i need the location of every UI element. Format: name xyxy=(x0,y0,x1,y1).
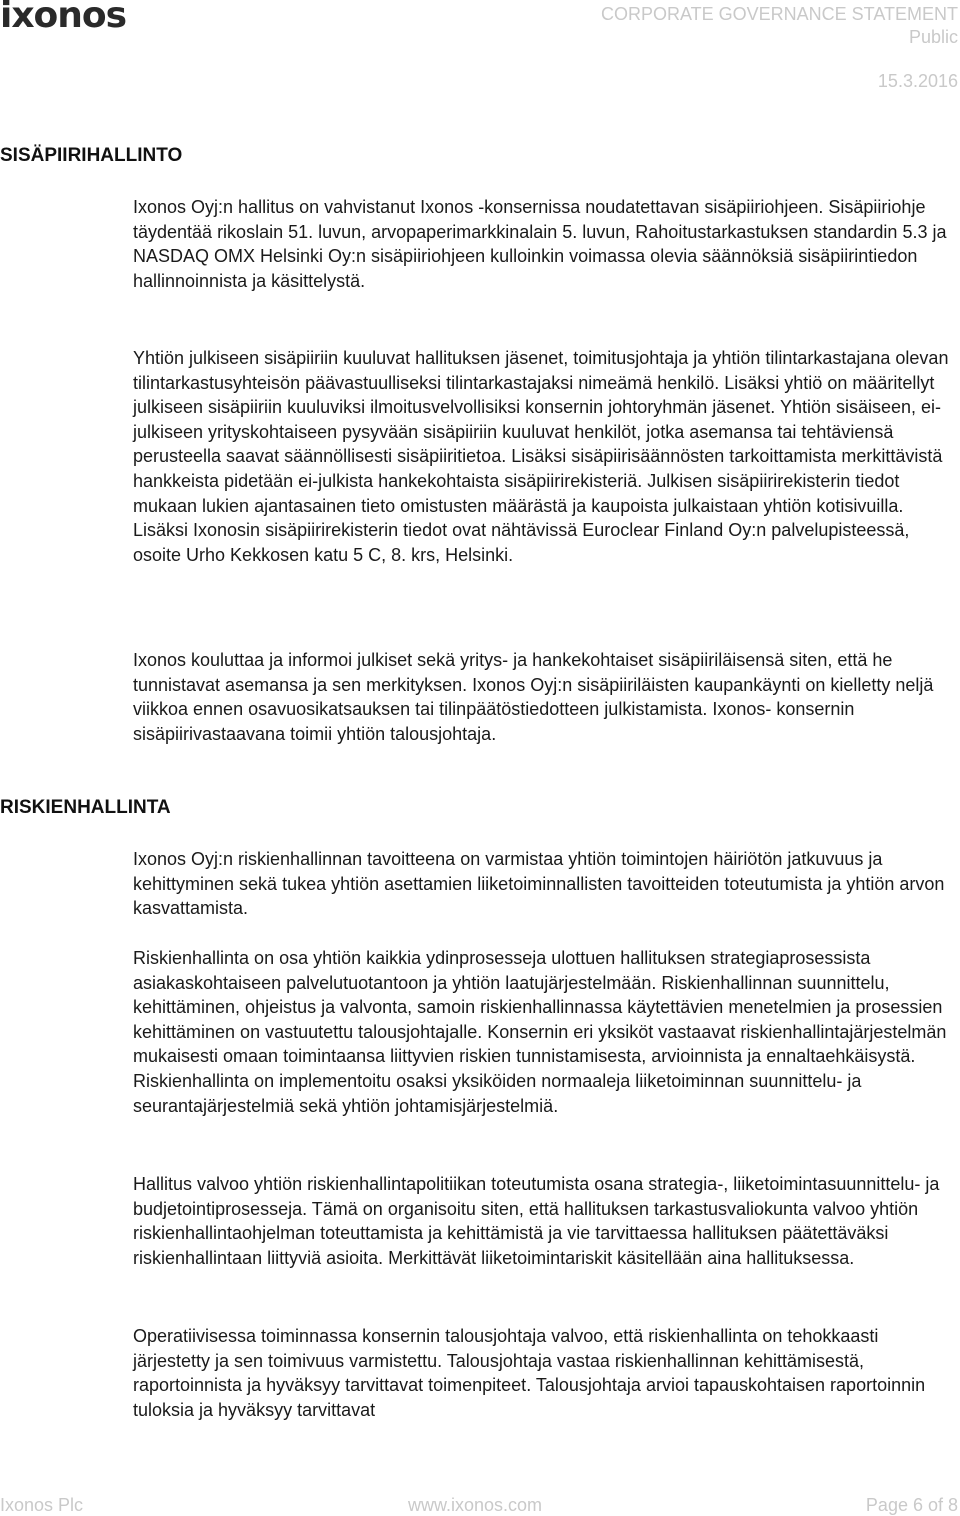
paragraph-risk-processes: Riskienhallinta on osa yhtiön kaikkia ydinprosesseja ulottuen hallituksen strategiaprosessista asiakaskohtaiseen palvelutuotantoon ja yhtiön laatujärjestelmään. Riskienhallinnan suunnittelu, kehittäminen, ohjeistus ja valvonta, samoin riskienhallinnassa käytettävien menetelmien ja prosessien kehittäminen on vastuutettu talousjohtajalle. Konsernin eri yksiköt vastaavat riskienhallintajärjestelmän mukaisesti omaan toimintaansa liittyvien riskien tunnistamisesta, arvioinnista ja ennaltaehkäisystä. Riskienhallinta on implementoitu osaksi yksiköiden normaaleja liiketoiminnan suunnittelu- ja seurantajärjestelmiä sekä yhtiön johtamisjärjestelmiä. xyxy=(133,948,947,1116)
section-heading-risk: RISKIENHALLINTA xyxy=(0,797,171,818)
paragraph-insider-register: Yhtiön julkiseen sisäpiiriin kuuluvat hallituksen jäsenet, toimitusjohtaja ja yhtiön tilintarkastajana olevan tilintarkastusyhteisön päävastuulliseksi tilintarkastajaksi nimeämä henkilö. Lisäksi yhtiö on määritellyt julkiseen sisäpiiriin kuuluviksi ilmoitusvelvollisiksi konsernin johtoryhmän jäsenet. Yhtiön sisäiseen, ei-julkiseen yrityskohtaiseen pysyvään sisäpiiriin kuuluvat henkilöt, jotka asemansa tai tehtäviensä perusteella saavat säännöllisesti sisäpiiritietoa. Lisäksi sisäpiirisäännösten tarkoittamista merkittävistä hankkeista pidetään ei-julkista hankekohtaista sisäpiirirekisteriä. Julkisen sisäpiirirekisterin tiedot mukaan lukien ajantasainen tieto omistusten määrästä ja kaupoista julkaistaan yhtiön kotisivuilla. Lisäksi Ixonosin sisäpiirirekisterin tiedot ovat nähtävissä Euroclear Finland Oy:n palvelupisteessä, osoite Urho Kekkosen katu 5 C, 8. krs, Helsinki. xyxy=(133,348,949,565)
paragraph-risk-operations: Operatiivisessa toiminnassa konsernin talousjohtaja valvoo, että riskienhallinta on tehokkaasti järjestetty ja sen toimivuus varmistettu. Talousjohtaja vastaa riskienhallinnan kehittämisestä, raportoinnista ja hyväksyy tarvittavat toimenpiteet. Talousjohtaja arvioi tapauskohtaisen raportoinnin tuloksia ja hyväksyy tarvittavat xyxy=(133,1326,926,1420)
paragraph-insider-guidelines: Ixonos Oyj:n hallitus on vahvistanut Ixonos -konsernissa noudatettavan sisäpiiriohjeen. Sisäpiiriohje täydentää rikoslain 51. luvun, arvopaperimarkkinalain 5. luvun, Rahoitustarkastuksen standardin 5.3 ja NASDAQ OMX Helsinki Oy:n sisäpiiriohjeen kulloinkin voimassa olevia säännöksiä sisäpiirintiedon hallinnoinnista ja käsittelystä. xyxy=(133,197,947,291)
document-title: CORPORATE GOVERNANCE STATEMENT xyxy=(600,4,958,24)
section-heading-insider: SISÄPIIRIHALLINTO xyxy=(0,145,183,166)
company-logo: ixonos xyxy=(0,0,127,36)
footer-company: Ixonos Plc xyxy=(0,1495,84,1515)
paragraph-risk-objective: Ixonos Oyj:n riskienhallinnan tavoitteena on varmistaa yhtiön toimintojen häiriötön jatkuvuus ja kehittyminen sekä tukea yhtiön asettamien liiketoiminnallisten tavoitteiden toteutumista ja yhtiön arvon kasvattamista. xyxy=(133,849,945,919)
paragraph-insider-training: Ixonos kouluttaa ja informoi julkiset sekä yritys- ja hankekohtaiset sisäpiiriläisensä siten, että he tunnistavat asemansa ja sen merkityksen. Ixonos Oyj:n sisäpiiriläisten kaupankäynti on kielletty neljä viikkoa ennen osavuosikatsauksen tai tilinpäätöstiedotteen julkistamista. Ixonos- konsernin sisäpiirivastaavana toimii yhtiön talousjohtaja. xyxy=(133,650,934,744)
document-date: 15.3.2016 xyxy=(877,71,958,91)
paragraph-risk-board: Hallitus valvoo yhtiön riskienhallintapolitiikan toteutumista osana strategia-, liiketoimintasuunnittelu- ja budjetointiprosesseja. Tämä on organisoitu siten, että hallituksen tarkastusvaliokunta valvoo yhtiön riskienhallintaohjelman toteuttamista ja kehittämistä ja vie tarvittaessa hallituksen päätettäväksi riskienhallintaan liittyviä asioita. Merkittävät liiketoimintariskit käsitellään aina hallituksessa. xyxy=(133,1174,940,1268)
footer-website: www.ixonos.com xyxy=(408,1495,543,1515)
footer-page-number: Page 6 of 8 xyxy=(865,1495,958,1515)
classification-label: Public xyxy=(908,27,958,47)
